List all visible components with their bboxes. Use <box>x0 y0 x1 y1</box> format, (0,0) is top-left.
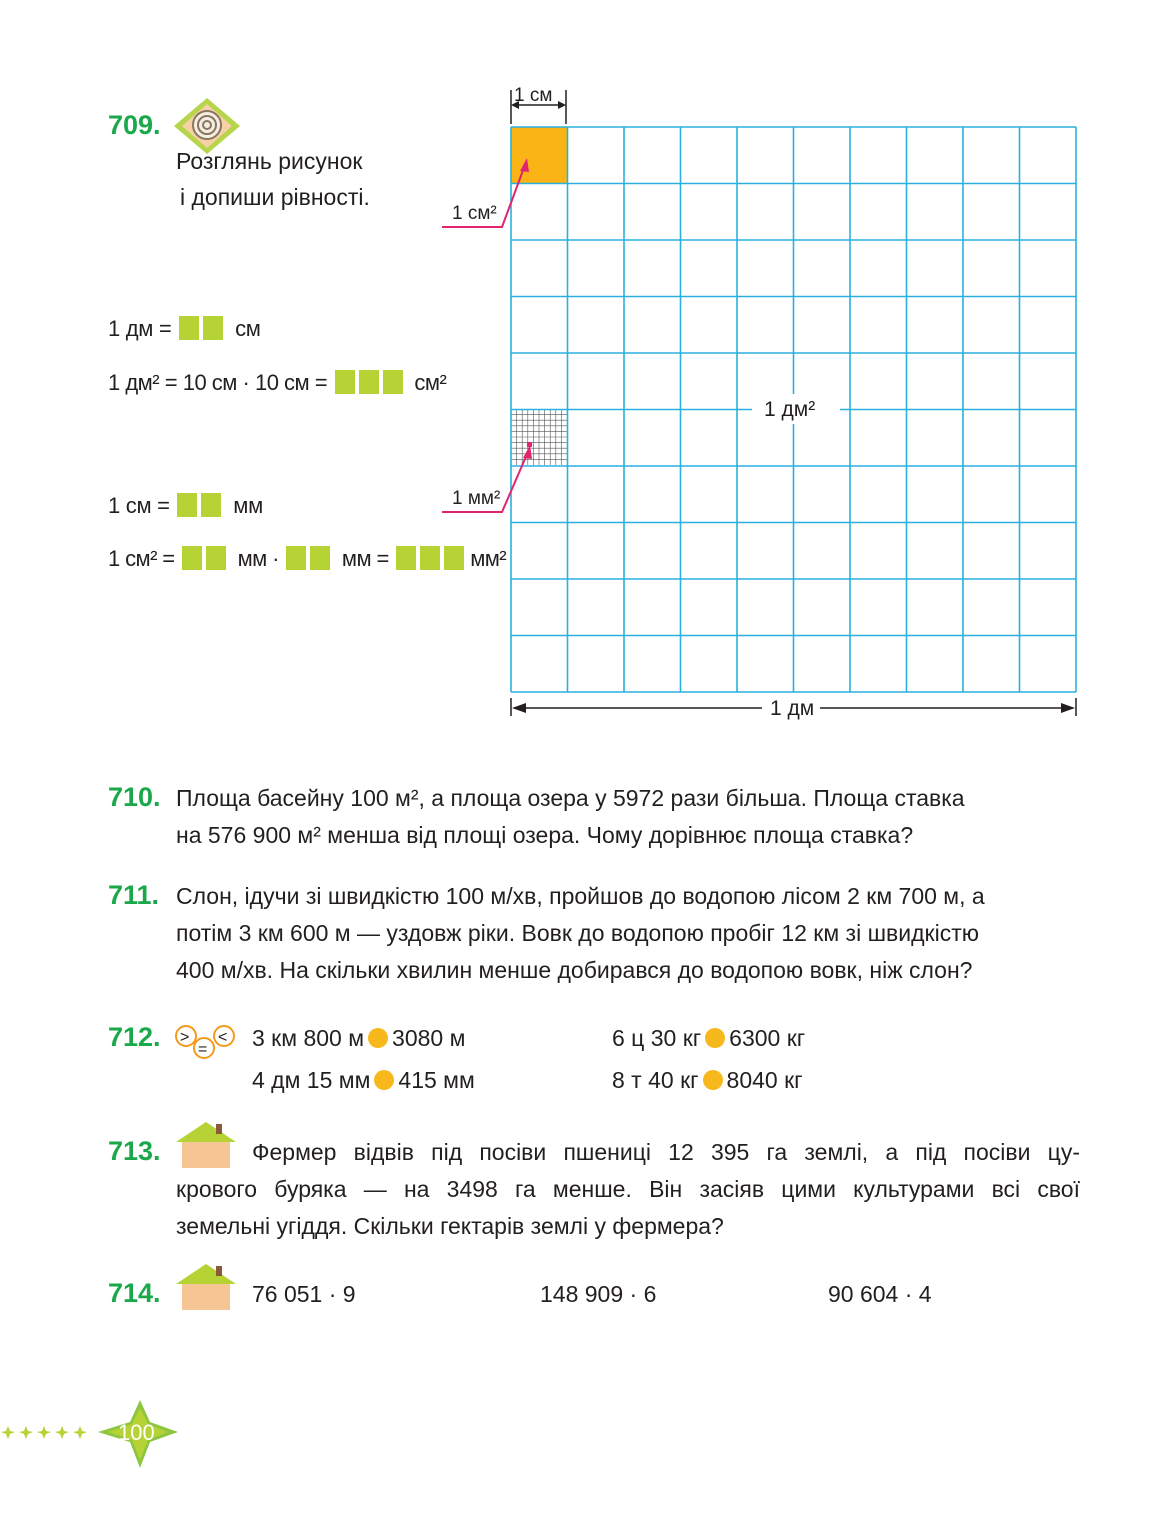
compare-right: 8040 кг <box>726 1067 803 1093</box>
compare-signs-icon <box>174 1024 238 1064</box>
task-710-number: 710. <box>108 782 161 812</box>
compare-left: 6 ц 30 кг <box>612 1025 702 1051</box>
compare-dot[interactable] <box>703 1070 723 1090</box>
text-line: земельні угіддя. Скільки гектарів землі у фермера? <box>176 1213 724 1239</box>
task-709-number: 709. <box>108 110 161 140</box>
equation-text: мм = <box>341 546 389 571</box>
compare-right: 3080 м <box>392 1025 466 1051</box>
compare-right: 6300 кг <box>729 1025 806 1051</box>
eq-sign: = <box>198 1041 208 1058</box>
task-714-number: 714. <box>108 1278 161 1308</box>
text-line: на 576 900 м² менша від площі озера. Чому дорівнює площа ставка? <box>176 822 914 848</box>
answer-boxes[interactable] <box>177 493 225 519</box>
equation-dm2-cm2 <box>108 370 446 396</box>
compare-right: 415 мм <box>398 1067 475 1093</box>
home-icon <box>174 1262 238 1312</box>
label-1dm2: 1 дм² <box>764 398 816 421</box>
text-line: Фермер відвів під посіви пшениці 12 395 га землі, а під посіви цу- <box>252 1139 1080 1165</box>
expression-1: 76 051 · 9 <box>252 1281 356 1307</box>
compare-left: 4 дм 15 мм <box>252 1067 371 1093</box>
lt-sign: < <box>218 1029 228 1046</box>
compare-dot[interactable] <box>705 1028 725 1048</box>
answer-boxes[interactable] <box>182 546 230 572</box>
answer-boxes[interactable] <box>335 370 407 396</box>
compare-dot[interactable] <box>374 1070 394 1090</box>
label-1cm: 1 см <box>514 85 553 106</box>
equation-text: мм · <box>237 546 279 571</box>
expression-2: 148 909 · 6 <box>540 1281 657 1307</box>
text-line: Слон, ідучи зі швидкістю 100 м/хв, пройшов до водопою лісом 2 км 700 м, а <box>176 883 985 909</box>
label-1cm2: 1 см² <box>452 203 497 224</box>
text-line: 400 м/хв. На скільки хвилин менше добирався до водопою вовк, ніж слон? <box>176 957 973 983</box>
compare-dot[interactable] <box>368 1028 388 1048</box>
task-713-text <box>176 1134 1080 1245</box>
task-712-number: 712. <box>108 1022 161 1052</box>
page-number-ornament <box>0 1398 200 1470</box>
equation-unit: мм² <box>470 546 507 571</box>
gt-sign: > <box>180 1029 190 1046</box>
answer-boxes[interactable] <box>286 546 334 572</box>
page-number: 100 <box>118 1420 155 1445</box>
expression-3: 90 604 · 4 <box>828 1281 932 1307</box>
task-713-number: 713. <box>108 1136 161 1166</box>
answer-boxes[interactable] <box>179 316 227 342</box>
instruction-line-1: Розглянь рисунок <box>176 148 363 174</box>
label-1mm2: 1 мм² <box>452 488 501 509</box>
equation-text: 1 дм² = 10 см · 10 см = <box>108 370 328 395</box>
task-711-number: 711. <box>108 880 160 910</box>
equation-unit: мм <box>233 493 263 518</box>
label-1dm: 1 дм <box>770 697 815 720</box>
compare-r1c2 <box>612 1020 805 1057</box>
compare-r2c2 <box>612 1062 803 1099</box>
equation-text: 1 см² = <box>108 546 175 571</box>
compare-r1c1 <box>252 1020 465 1057</box>
compare-left: 3 км 800 м <box>252 1025 365 1051</box>
instruction-line-2: і допиши рівності. <box>180 184 370 210</box>
equation-text: 1 дм = <box>108 316 172 341</box>
task-711-text <box>176 878 1080 989</box>
equation-text: 1 см = <box>108 493 170 518</box>
square-grid-figure <box>430 80 1090 725</box>
text-line: Площа басейну 100 м², а площа озера у 5972 рази більша. Площа ставка <box>176 785 965 811</box>
compare-r2c1 <box>252 1062 475 1099</box>
text-line: крового буряка — на 3498 га менше. Він засіяв цими культурами всі свої <box>176 1176 1080 1202</box>
text-line: потім 3 км 600 м — уздовж ріки. Вовк до водопою пробіг 12 км зі швидкістю <box>176 920 980 946</box>
equation-unit: см <box>235 316 261 341</box>
equation-unit: см² <box>414 370 447 395</box>
equation-dm-cm <box>108 316 261 342</box>
task-710-text <box>176 780 1080 854</box>
compare-left: 8 т 40 кг <box>612 1067 699 1093</box>
millimeter-grid-cell <box>511 409 567 465</box>
equation-cm-mm <box>108 493 263 519</box>
